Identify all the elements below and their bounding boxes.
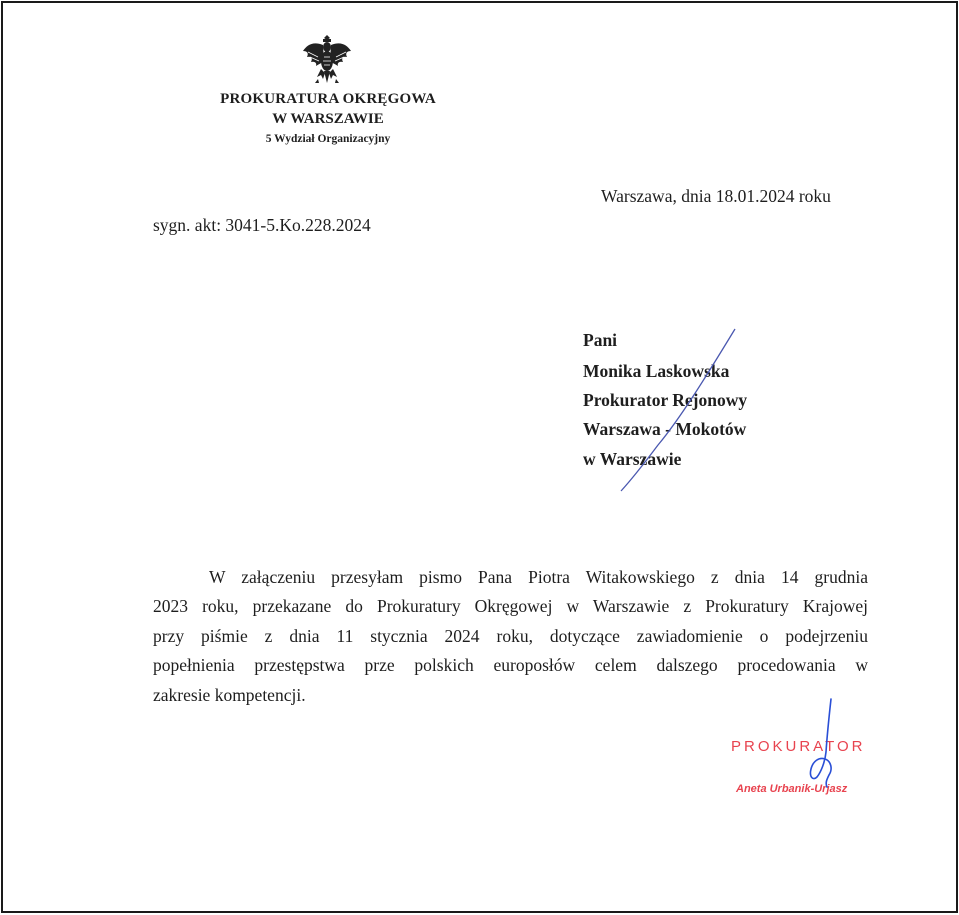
letter-body [153, 563, 868, 710]
org-name-line1: PROKURATURA OKRĘGOWA [220, 91, 436, 107]
addressee-name: Monika Laskowska [583, 361, 730, 381]
document-page [1, 1, 958, 913]
stamp-title: PROKURATOR [731, 738, 866, 755]
place-date: Warszawa, dnia 18.01.2024 roku [601, 186, 831, 206]
pen-slash-mark [613, 325, 743, 495]
addressee-city: w Warszawie [583, 449, 682, 469]
signature-icon [799, 697, 849, 789]
case-reference: sygn. akt: 3041-5.Ko.228.2024 [153, 215, 371, 235]
body-line: przy piśmie z dnia 11 stycznia 2024 roku, dotyczące zawiadomienie o podejrzeniu [153, 625, 868, 646]
addressee-salutation: Pani [583, 330, 618, 350]
addressee-district: Warszawa - Mokotów [583, 419, 747, 439]
stamp-name: Aneta Urbanik-Urjasz [736, 783, 848, 795]
body-line: popełnienia przestępstwa prze polskich europosłów celem dalszego procedowania w [153, 655, 868, 676]
polish-eagle-icon [299, 31, 355, 87]
org-name-line2: W WARSZAWIE [272, 111, 384, 127]
body-line: zakresie kompetencji. [153, 684, 306, 705]
body-line: 2023 roku, przekazane do Prokuratury Okręgowej w Warszawie z Prokuratury Krajowej [153, 596, 868, 617]
department-name: 5 Wydział Organizacyjny [265, 133, 391, 145]
body-line: W załączeniu przesyłam pismo Pana Piotra Witakowskiego z dnia 14 grudnia [209, 567, 868, 587]
addressee-title: Prokurator Rejonowy [583, 390, 748, 410]
